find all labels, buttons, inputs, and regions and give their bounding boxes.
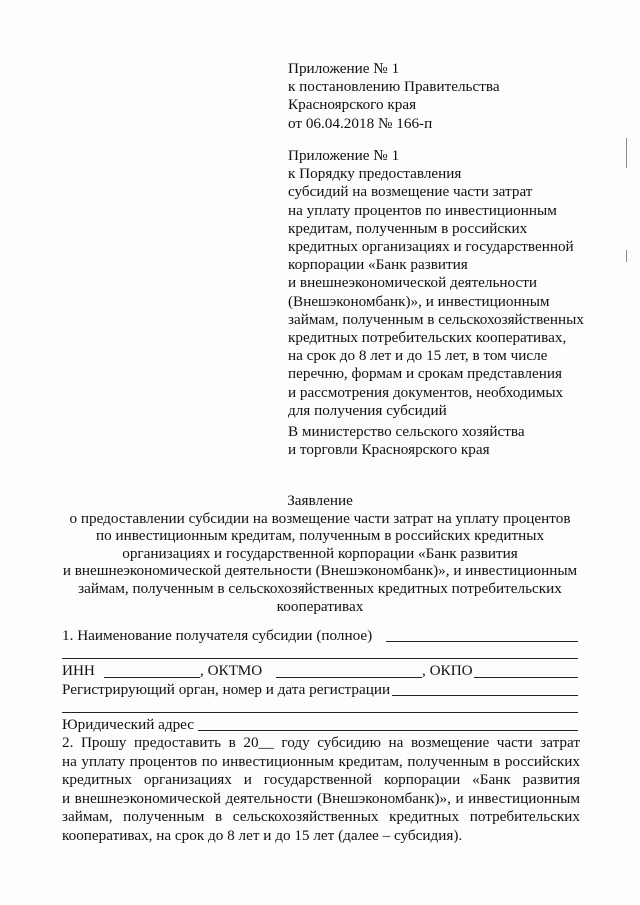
title-heading: Заявление: [287, 492, 353, 509]
scan-edge-mark: [626, 250, 627, 262]
okpo-label: , ОКПО: [422, 662, 473, 679]
paragraph-line: кооперативах, на срок до 8 лет и до 15 лет (далее – субсидия).: [62, 826, 463, 844]
procedure-line: кредитам, полученным в российских: [288, 219, 528, 237]
procedure-block: [288, 147, 608, 420]
legal-address-label: Юридический адрес: [62, 716, 195, 733]
title-line: о предоставлении субсидии на возмещение части затрат на уплату процентов: [69, 509, 571, 527]
approval-block: [288, 60, 608, 133]
title-line: по инвестиционным кредитам, полученным в российских кредитных: [95, 527, 545, 545]
procedure-line: кредитных организациях и государственной: [288, 238, 574, 256]
procedure-line: (Внешэкономбанк)», и инвестиционным: [288, 292, 550, 310]
approval-line: Приложение № 1: [288, 60, 400, 77]
oktmo-label: , ОКТМО: [200, 662, 263, 679]
addressee-line: В министерство сельского хозяйства: [288, 423, 525, 440]
title-line: организациях и государственной корпорации «Банк развития: [122, 544, 518, 562]
approval-line: к постановлению Правительства: [288, 78, 500, 96]
paragraph-line: 2. Прошу предоставить в 20__ году субсидию на возмещение части затрат: [62, 734, 580, 751]
procedure-line: кредитных потребительских кооперативах,: [288, 329, 567, 347]
scan-edge-mark: [626, 138, 627, 168]
paragraph-line: и внешнеэкономической деятельности (Внешэкономбанк)», и инвестиционным: [62, 789, 580, 807]
recipient-name-field[interactable]: [386, 641, 578, 642]
approval-line: от 06.04.2018 № 166-п: [288, 114, 433, 132]
application-title: [40, 492, 600, 615]
procedure-line: для получения субсидий: [288, 401, 447, 419]
procedure-line: корпорации «Банк развития: [288, 256, 468, 274]
paragraph-line: займам, полученным в сельскохозяйственных кредитных потребительских: [62, 808, 580, 826]
procedure-line: и рассмотрения документов, необходимых: [288, 383, 564, 401]
okpo-field[interactable]: [474, 677, 578, 678]
recipient-label: 1. Наименование получателя субсидии (полное): [62, 627, 373, 644]
title-line: и внешнеэкономической деятельности (Внешэкономбанк)», и инвестиционным: [62, 562, 578, 580]
paragraph-line: кредитных организациях и государственной корпорации «Банк развития: [62, 771, 580, 789]
procedure-line: займам, полученным в сельскохозяйственных: [288, 310, 584, 328]
procedure-line: на срок до 8 лет и до 15 лет, в том числе: [288, 347, 548, 365]
request-paragraph: [62, 734, 580, 846]
procedure-line: Приложение № 1: [288, 147, 400, 164]
recipient-name-field-continued[interactable]: [62, 658, 578, 659]
procedure-line: к Порядку предоставления: [288, 165, 462, 183]
inn-label: ИНН: [62, 662, 95, 679]
title-line: кооперативах: [276, 597, 364, 615]
legal-address-field[interactable]: [198, 730, 578, 731]
procedure-line: на уплату процентов по инвестиционным: [288, 201, 557, 219]
registration-field[interactable]: [392, 695, 578, 696]
procedure-line: субсидий на возмещение части затрат: [288, 183, 533, 201]
registration-label: Регистрирующий орган, номер и дата регистрации: [62, 681, 391, 698]
title-line: займам, полученным в сельскохозяйственных кредитных потребительских: [78, 579, 562, 597]
approval-line: Красноярского края: [288, 96, 417, 114]
procedure-line: и внешнеэкономической деятельности: [288, 274, 537, 292]
paragraph-line: на уплату процентов по инвестиционным кредитам, полученным в российских: [62, 752, 580, 770]
addressee-line: и торговли Красноярского края: [288, 441, 490, 459]
inn-field[interactable]: [104, 677, 200, 678]
oktmo-field[interactable]: [276, 677, 422, 678]
registration-field-continued[interactable]: [62, 712, 578, 713]
procedure-line: перечню, формам и срокам представления: [288, 365, 562, 383]
addressee-block: [288, 423, 608, 459]
